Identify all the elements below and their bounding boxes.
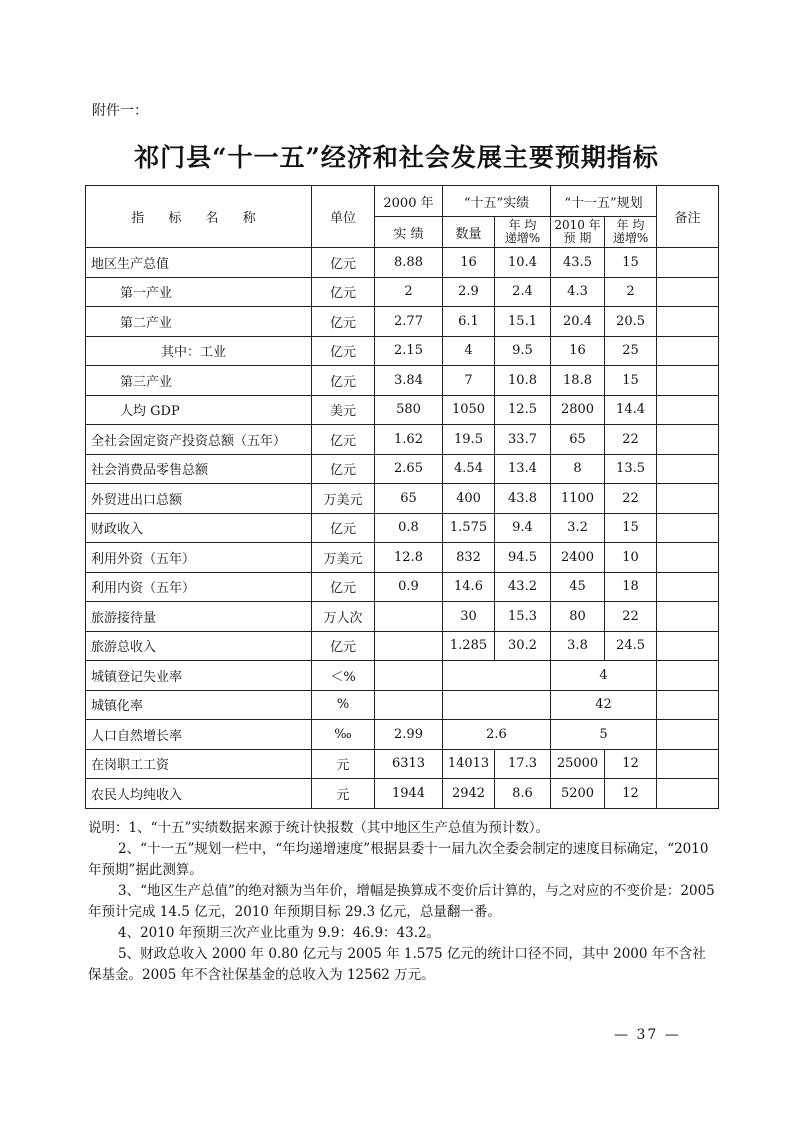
- row-name: 全社会固定资产投资总额（五年）: [86, 425, 312, 455]
- row-unit: 万美元: [312, 543, 375, 573]
- row-plan11-growth: 15: [605, 248, 657, 278]
- row-plan11-merged: 42: [551, 690, 657, 720]
- row-plan11-target: 80: [551, 602, 605, 632]
- table-row: [86, 602, 719, 632]
- row-plan10-qty: 4: [443, 336, 495, 366]
- header-2000-year: 2000 年: [375, 186, 443, 217]
- note-4: 4、2010 年预期三次产业比重为 9.9：46.9：43.2。: [118, 925, 441, 941]
- row-unit: 万美元: [312, 484, 375, 514]
- table-header-row-1: [86, 186, 719, 217]
- row-remark: [657, 307, 719, 337]
- row-plan10-merged: 2.6: [443, 720, 551, 750]
- row-plan11-merged: 5: [551, 720, 657, 750]
- row-2000-value: 2.65: [375, 454, 443, 484]
- row-remark: [657, 543, 719, 573]
- header-plan10-qty: 数量: [443, 217, 495, 248]
- table-row: [86, 454, 719, 484]
- row-unit: 元: [312, 749, 375, 779]
- row-2000-value: 0.8: [375, 513, 443, 543]
- row-plan10-qty: 400: [443, 484, 495, 514]
- row-plan11-target: 8: [551, 454, 605, 484]
- row-remark: [657, 395, 719, 425]
- row-name: 城镇化率: [86, 690, 312, 720]
- table-row: [86, 307, 719, 337]
- row-remark: [657, 779, 719, 809]
- row-plan10-growth: 94.5: [495, 543, 551, 573]
- table-row: [86, 425, 719, 455]
- table-row: [86, 395, 719, 425]
- row-unit: ‰: [312, 720, 375, 750]
- page-number: — 37 —: [614, 1027, 681, 1043]
- table-row: [86, 720, 719, 750]
- row-plan11-target: 3.2: [551, 513, 605, 543]
- row-name: 在岗职工工资: [86, 749, 312, 779]
- table-row: [86, 779, 719, 809]
- row-plan11-growth: 22: [605, 602, 657, 632]
- row-plan10-qty: 2.9: [443, 277, 495, 307]
- row-name: 利用内资（五年）: [86, 572, 312, 602]
- row-2000-value: 3.84: [375, 366, 443, 396]
- row-remark: [657, 690, 719, 720]
- row-plan10-merged: [443, 661, 551, 691]
- indicators-table: [85, 185, 719, 809]
- row-unit: %: [312, 690, 375, 720]
- row-name: 第二产业: [86, 307, 312, 337]
- row-2000-value: [375, 690, 443, 720]
- row-plan11-growth: 12: [605, 749, 657, 779]
- row-name: 农民人均纯收入: [86, 779, 312, 809]
- row-name: 地区生产总值: [86, 248, 312, 278]
- row-remark: [657, 484, 719, 514]
- row-plan11-growth: 14.4: [605, 395, 657, 425]
- row-name: 第三产业: [86, 366, 312, 396]
- row-plan11-growth: 20.5: [605, 307, 657, 337]
- row-unit: 亿元: [312, 572, 375, 602]
- row-remark: [657, 720, 719, 750]
- row-remark: [657, 425, 719, 455]
- row-name: 人均 GDP: [86, 395, 312, 425]
- row-plan11-target: 4.3: [551, 277, 605, 307]
- row-plan10-growth: 9.4: [495, 513, 551, 543]
- row-plan10-qty: 14013: [443, 749, 495, 779]
- row-plan11-growth: 2: [605, 277, 657, 307]
- row-remark: [657, 366, 719, 396]
- row-unit: ＜%: [312, 661, 375, 691]
- table-row: [86, 248, 719, 278]
- header-plan10-growth: 年 均 递增%: [495, 217, 551, 248]
- row-plan11-target: 3.8: [551, 631, 605, 661]
- row-plan10-growth: 8.6: [495, 779, 551, 809]
- row-2000-value: 0.9: [375, 572, 443, 602]
- header-plan11: “十一五”规划: [551, 186, 657, 217]
- row-plan11-target: 45: [551, 572, 605, 602]
- row-remark: [657, 631, 719, 661]
- row-unit: 元: [312, 779, 375, 809]
- note-2: 2、“十一五”规划一栏中，“年均递增速度”根据县委十一届九次全委会制定的速度目标确定，“2010 年预期”据此测算。: [88, 841, 709, 878]
- row-plan10-qty: 1.285: [443, 631, 495, 661]
- row-plan11-target: 5200: [551, 779, 605, 809]
- table-row: [86, 366, 719, 396]
- header-2000-actual: 实 绩: [375, 217, 443, 248]
- row-2000-value: 2.99: [375, 720, 443, 750]
- row-name: 旅游总收入: [86, 631, 312, 661]
- row-plan11-target: 18.8: [551, 366, 605, 396]
- row-plan10-growth: 10.8: [495, 366, 551, 396]
- row-2000-value: 1.62: [375, 425, 443, 455]
- row-plan11-merged: 4: [551, 661, 657, 691]
- row-unit: 亿元: [312, 425, 375, 455]
- row-plan11-target: 65: [551, 425, 605, 455]
- table-row: [86, 484, 719, 514]
- row-2000-value: [375, 631, 443, 661]
- table-row: [86, 749, 719, 779]
- row-remark: [657, 513, 719, 543]
- row-plan11-growth: 13.5: [605, 454, 657, 484]
- document-title: 祁门县“十一五”经济和社会发展主要预期指标: [134, 143, 659, 172]
- note-5: 5、财政总收入 2000 年 0.80 亿元与 2005 年 1.575 亿元的统计口径不同，其中 2000 年不含社保基金。2005 年不含社保基金的总收入为 12562 万元。: [88, 946, 706, 983]
- table-row: [86, 277, 719, 307]
- row-unit: 亿元: [312, 307, 375, 337]
- row-remark: [657, 248, 719, 278]
- row-plan10-qty: 832: [443, 543, 495, 573]
- row-plan11-target: 1100: [551, 484, 605, 514]
- row-remark: [657, 454, 719, 484]
- row-2000-value: 6313: [375, 749, 443, 779]
- row-plan11-growth: 22: [605, 425, 657, 455]
- header-plan11-target: 2010 年 预 期: [551, 217, 605, 248]
- row-unit: 亿元: [312, 454, 375, 484]
- row-plan11-growth: 22: [605, 484, 657, 514]
- row-unit: 亿元: [312, 336, 375, 366]
- row-2000-value: 8.88: [375, 248, 443, 278]
- table-row: [86, 513, 719, 543]
- table-row: [86, 543, 719, 573]
- row-plan10-growth: 9.5: [495, 336, 551, 366]
- row-plan10-growth: 43.2: [495, 572, 551, 602]
- row-unit: 亿元: [312, 513, 375, 543]
- row-2000-value: [375, 602, 443, 632]
- row-plan11-target: 43.5: [551, 248, 605, 278]
- row-plan11-growth: 15: [605, 513, 657, 543]
- row-unit: 美元: [312, 395, 375, 425]
- row-plan11-growth: 12: [605, 779, 657, 809]
- row-plan10-growth: 43.8: [495, 484, 551, 514]
- row-plan10-qty: 16: [443, 248, 495, 278]
- row-plan10-growth: 12.5: [495, 395, 551, 425]
- row-name: 旅游接待量: [86, 602, 312, 632]
- row-plan10-growth: 17.3: [495, 749, 551, 779]
- row-plan10-qty: 7: [443, 366, 495, 396]
- row-plan10-growth: 10.4: [495, 248, 551, 278]
- row-plan10-growth: 15.1: [495, 307, 551, 337]
- row-plan11-growth: 15: [605, 366, 657, 396]
- note-1: 说明：1、“十五”实绩数据来源于统计快报数（其中地区生产总值为预计数）。: [88, 820, 550, 836]
- row-remark: [657, 572, 719, 602]
- row-plan11-target: 25000: [551, 749, 605, 779]
- row-plan10-qty: 4.54: [443, 454, 495, 484]
- row-plan10-qty: 6.1: [443, 307, 495, 337]
- row-plan10-growth: 30.2: [495, 631, 551, 661]
- header-plan11-growth: 年 均 递增%: [605, 217, 657, 248]
- row-plan10-qty: 19.5: [443, 425, 495, 455]
- note-3: 3、“地区生产总值”的绝对额为当年价，增幅是换算成不变价后计算的，与之对应的不变价是：2005 年预计完成 14.5 亿元，2010 年预期目标 29.3 亿元，总量翻一番。: [88, 883, 715, 920]
- row-2000-value: 65: [375, 484, 443, 514]
- row-unit: 亿元: [312, 248, 375, 278]
- notes: [88, 818, 718, 986]
- row-plan10-qty: 1.575: [443, 513, 495, 543]
- row-plan10-qty: 14.6: [443, 572, 495, 602]
- row-plan10-qty: 1050: [443, 395, 495, 425]
- row-plan10-qty: 30: [443, 602, 495, 632]
- table-row: [86, 336, 719, 366]
- row-unit: 亿元: [312, 366, 375, 396]
- row-plan11-growth: 18: [605, 572, 657, 602]
- row-unit: 亿元: [312, 277, 375, 307]
- table-row: [86, 690, 719, 720]
- row-name: 财政收入: [86, 513, 312, 543]
- row-name: 其中：工业: [86, 336, 312, 366]
- row-name: 人口自然增长率: [86, 720, 312, 750]
- row-2000-value: 12.8: [375, 543, 443, 573]
- header-plan10: “十五”实绩: [443, 186, 551, 217]
- row-2000-value: 580: [375, 395, 443, 425]
- row-plan10-growth: 33.7: [495, 425, 551, 455]
- row-unit: 亿元: [312, 631, 375, 661]
- row-plan10-qty: 2942: [443, 779, 495, 809]
- table-row: [86, 572, 719, 602]
- row-name: 城镇登记失业率: [86, 661, 312, 691]
- row-remark: [657, 602, 719, 632]
- header-name: 指 标 名 称: [86, 186, 312, 248]
- row-2000-value: [375, 661, 443, 691]
- row-remark: [657, 749, 719, 779]
- row-plan11-target: 2800: [551, 395, 605, 425]
- row-plan10-merged: [443, 690, 551, 720]
- row-name: 外贸进出口总额: [86, 484, 312, 514]
- row-plan10-growth: 15.3: [495, 602, 551, 632]
- row-plan11-growth: 24.5: [605, 631, 657, 661]
- row-name: 利用外资（五年）: [86, 543, 312, 573]
- header-remark: 备注: [657, 186, 719, 248]
- annex-label: 附件一：: [92, 103, 148, 119]
- row-remark: [657, 277, 719, 307]
- row-2000-value: 2: [375, 277, 443, 307]
- table-row: [86, 661, 719, 691]
- row-2000-value: 2.77: [375, 307, 443, 337]
- row-plan11-growth: 25: [605, 336, 657, 366]
- row-plan11-target: 20.4: [551, 307, 605, 337]
- row-plan11-growth: 10: [605, 543, 657, 573]
- row-plan10-growth: 13.4: [495, 454, 551, 484]
- row-plan10-growth: 2.4: [495, 277, 551, 307]
- row-plan11-target: 16: [551, 336, 605, 366]
- row-2000-value: 1944: [375, 779, 443, 809]
- row-remark: [657, 661, 719, 691]
- row-remark: [657, 336, 719, 366]
- row-2000-value: 2.15: [375, 336, 443, 366]
- header-unit: 单位: [312, 186, 375, 248]
- row-plan11-target: 2400: [551, 543, 605, 573]
- table-row: [86, 631, 719, 661]
- row-name: 第一产业: [86, 277, 312, 307]
- row-name: 社会消费品零售总额: [86, 454, 312, 484]
- row-unit: 万人次: [312, 602, 375, 632]
